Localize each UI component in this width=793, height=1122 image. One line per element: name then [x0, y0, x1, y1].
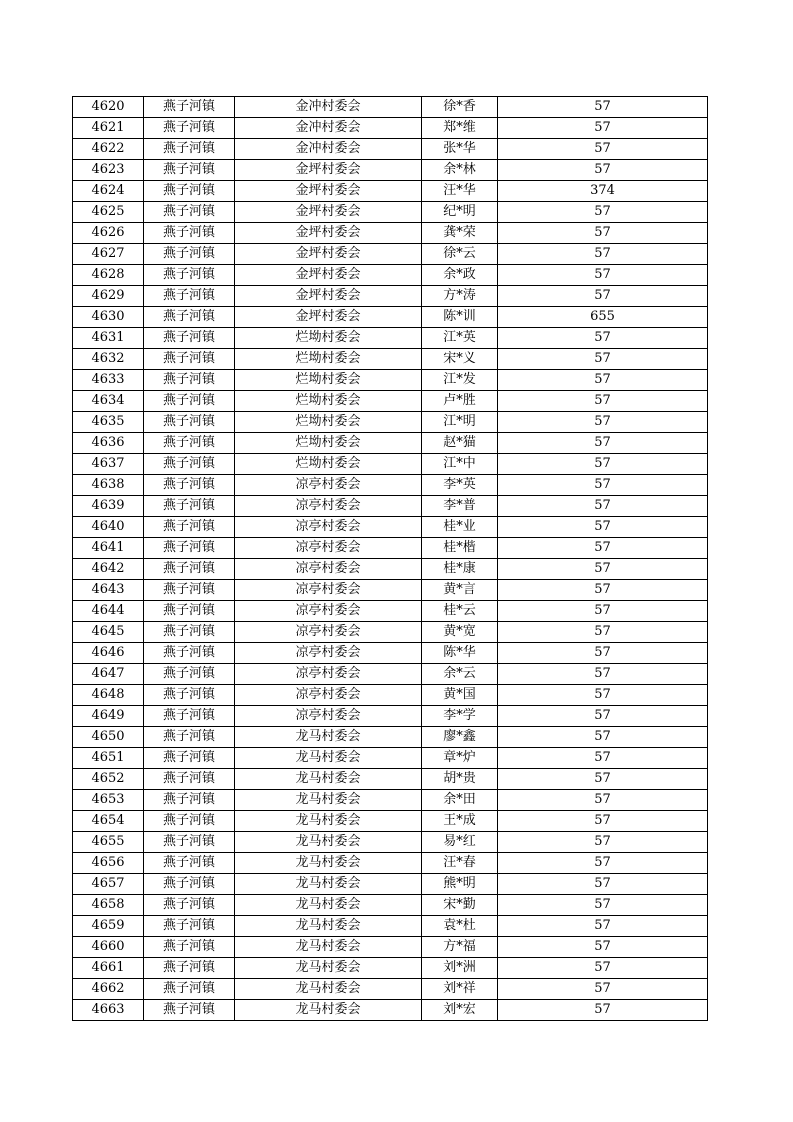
row-number-cell: 4663: [73, 1000, 144, 1021]
amount-cell: 57: [498, 580, 708, 601]
row-number-cell: 4623: [73, 160, 144, 181]
table-row: [73, 391, 708, 412]
town-cell: 燕子河镇: [144, 958, 235, 979]
village-committee-cell: 金冲村委会: [235, 97, 422, 118]
name-cell: 余*林: [422, 160, 498, 181]
table-row: [73, 286, 708, 307]
row-number-cell: 4632: [73, 349, 144, 370]
village-committee-cell: 凉亭村委会: [235, 538, 422, 559]
village-committee-cell: 金冲村委会: [235, 139, 422, 160]
row-number-cell: 4633: [73, 370, 144, 391]
row-number-cell: 4647: [73, 664, 144, 685]
name-cell: 黄*宽: [422, 622, 498, 643]
row-number-cell: 4627: [73, 244, 144, 265]
town-cell: 燕子河镇: [144, 895, 235, 916]
town-cell: 燕子河镇: [144, 244, 235, 265]
row-number-cell: 4636: [73, 433, 144, 454]
table-row: [73, 790, 708, 811]
amount-cell: 57: [498, 349, 708, 370]
row-number-cell: 4629: [73, 286, 144, 307]
table-row: [73, 538, 708, 559]
name-cell: 桂*云: [422, 601, 498, 622]
name-cell: 刘*宏: [422, 1000, 498, 1021]
town-cell: 燕子河镇: [144, 622, 235, 643]
village-committee-cell: 龙马村委会: [235, 937, 422, 958]
amount-cell: 57: [498, 916, 708, 937]
town-cell: 燕子河镇: [144, 517, 235, 538]
village-committee-cell: 凉亭村委会: [235, 601, 422, 622]
row-number-cell: 4637: [73, 454, 144, 475]
village-committee-cell: 烂坳村委会: [235, 349, 422, 370]
table-row: [73, 979, 708, 1000]
table-row: [73, 496, 708, 517]
table-row: [73, 1000, 708, 1021]
town-cell: 燕子河镇: [144, 769, 235, 790]
amount-cell: 57: [498, 832, 708, 853]
row-number-cell: 4656: [73, 853, 144, 874]
village-committee-cell: 金坪村委会: [235, 181, 422, 202]
town-cell: 燕子河镇: [144, 202, 235, 223]
amount-cell: 57: [498, 244, 708, 265]
row-number-cell: 4643: [73, 580, 144, 601]
village-committee-cell: 龙马村委会: [235, 853, 422, 874]
name-cell: 桂*康: [422, 559, 498, 580]
table-row: [73, 475, 708, 496]
name-cell: 郑*维: [422, 118, 498, 139]
table-row: [73, 139, 708, 160]
subsidy-table: [72, 96, 708, 1021]
name-cell: 汪*春: [422, 853, 498, 874]
row-number-cell: 4622: [73, 139, 144, 160]
amount-cell: 57: [498, 895, 708, 916]
table-row: [73, 223, 708, 244]
table-row: [73, 580, 708, 601]
table-row: [73, 643, 708, 664]
village-committee-cell: 凉亭村委会: [235, 517, 422, 538]
row-number-cell: 4653: [73, 790, 144, 811]
town-cell: 燕子河镇: [144, 286, 235, 307]
town-cell: 燕子河镇: [144, 1000, 235, 1021]
town-cell: 燕子河镇: [144, 790, 235, 811]
village-committee-cell: 烂坳村委会: [235, 370, 422, 391]
village-committee-cell: 凉亭村委会: [235, 475, 422, 496]
table-row: [73, 370, 708, 391]
village-committee-cell: 金坪村委会: [235, 286, 422, 307]
amount-cell: 57: [498, 748, 708, 769]
row-number-cell: 4645: [73, 622, 144, 643]
name-cell: 黄*言: [422, 580, 498, 601]
row-number-cell: 4620: [73, 97, 144, 118]
row-number-cell: 4635: [73, 412, 144, 433]
amount-cell: 57: [498, 265, 708, 286]
village-committee-cell: 凉亭村委会: [235, 685, 422, 706]
amount-cell: 57: [498, 853, 708, 874]
table-row: [73, 811, 708, 832]
amount-cell: 57: [498, 412, 708, 433]
name-cell: 李*学: [422, 706, 498, 727]
name-cell: 刘*祥: [422, 979, 498, 1000]
table-row: [73, 244, 708, 265]
table-body: [73, 97, 708, 1021]
amount-cell: 57: [498, 538, 708, 559]
row-number-cell: 4634: [73, 391, 144, 412]
table-row: [73, 517, 708, 538]
table-row: [73, 97, 708, 118]
name-cell: 李*普: [422, 496, 498, 517]
town-cell: 燕子河镇: [144, 811, 235, 832]
town-cell: 燕子河镇: [144, 370, 235, 391]
town-cell: 燕子河镇: [144, 916, 235, 937]
amount-cell: 374: [498, 181, 708, 202]
table-row: [73, 916, 708, 937]
amount-cell: 57: [498, 328, 708, 349]
table-row: [73, 412, 708, 433]
name-cell: 宋*义: [422, 349, 498, 370]
amount-cell: 57: [498, 643, 708, 664]
village-committee-cell: 凉亭村委会: [235, 559, 422, 580]
village-committee-cell: 凉亭村委会: [235, 622, 422, 643]
table-row: [73, 958, 708, 979]
row-number-cell: 4660: [73, 937, 144, 958]
row-number-cell: 4625: [73, 202, 144, 223]
amount-cell: 57: [498, 223, 708, 244]
town-cell: 燕子河镇: [144, 979, 235, 1000]
town-cell: 燕子河镇: [144, 181, 235, 202]
name-cell: 桂*楷: [422, 538, 498, 559]
row-number-cell: 4652: [73, 769, 144, 790]
amount-cell: 57: [498, 97, 708, 118]
town-cell: 燕子河镇: [144, 727, 235, 748]
amount-cell: 655: [498, 307, 708, 328]
row-number-cell: 4657: [73, 874, 144, 895]
village-committee-cell: 烂坳村委会: [235, 454, 422, 475]
name-cell: 余*政: [422, 265, 498, 286]
table-row: [73, 349, 708, 370]
row-number-cell: 4639: [73, 496, 144, 517]
town-cell: 燕子河镇: [144, 496, 235, 517]
amount-cell: 57: [498, 118, 708, 139]
row-number-cell: 4644: [73, 601, 144, 622]
row-number-cell: 4649: [73, 706, 144, 727]
town-cell: 燕子河镇: [144, 538, 235, 559]
name-cell: 卢*胜: [422, 391, 498, 412]
village-committee-cell: 龙马村委会: [235, 727, 422, 748]
name-cell: 汪*华: [422, 181, 498, 202]
amount-cell: 57: [498, 370, 708, 391]
village-committee-cell: 龙马村委会: [235, 769, 422, 790]
row-number-cell: 4646: [73, 643, 144, 664]
row-number-cell: 4650: [73, 727, 144, 748]
table-row: [73, 202, 708, 223]
amount-cell: 57: [498, 811, 708, 832]
table-row: [73, 727, 708, 748]
town-cell: 燕子河镇: [144, 349, 235, 370]
village-committee-cell: 凉亭村委会: [235, 580, 422, 601]
village-committee-cell: 龙马村委会: [235, 790, 422, 811]
table-row: [73, 664, 708, 685]
village-committee-cell: 龙马村委会: [235, 832, 422, 853]
town-cell: 燕子河镇: [144, 160, 235, 181]
table-row: [73, 328, 708, 349]
table-row: [73, 874, 708, 895]
amount-cell: 57: [498, 622, 708, 643]
name-cell: 刘*洲: [422, 958, 498, 979]
amount-cell: 57: [498, 958, 708, 979]
village-committee-cell: 龙马村委会: [235, 916, 422, 937]
row-number-cell: 4651: [73, 748, 144, 769]
name-cell: 江*英: [422, 328, 498, 349]
row-number-cell: 4624: [73, 181, 144, 202]
name-cell: 赵*猫: [422, 433, 498, 454]
name-cell: 江*中: [422, 454, 498, 475]
town-cell: 燕子河镇: [144, 559, 235, 580]
name-cell: 徐*云: [422, 244, 498, 265]
town-cell: 燕子河镇: [144, 832, 235, 853]
table-row: [73, 559, 708, 580]
row-number-cell: 4648: [73, 685, 144, 706]
village-committee-cell: 龙马村委会: [235, 811, 422, 832]
name-cell: 李*英: [422, 475, 498, 496]
town-cell: 燕子河镇: [144, 118, 235, 139]
town-cell: 燕子河镇: [144, 328, 235, 349]
table-row: [73, 853, 708, 874]
name-cell: 龚*荣: [422, 223, 498, 244]
name-cell: 宋*勤: [422, 895, 498, 916]
amount-cell: 57: [498, 769, 708, 790]
table-row: [73, 181, 708, 202]
table-row: [73, 937, 708, 958]
village-committee-cell: 凉亭村委会: [235, 496, 422, 517]
table-row: [73, 433, 708, 454]
town-cell: 燕子河镇: [144, 412, 235, 433]
name-cell: 张*华: [422, 139, 498, 160]
row-number-cell: 4661: [73, 958, 144, 979]
amount-cell: 57: [498, 454, 708, 475]
town-cell: 燕子河镇: [144, 937, 235, 958]
amount-cell: 57: [498, 937, 708, 958]
village-committee-cell: 龙马村委会: [235, 748, 422, 769]
village-committee-cell: 烂坳村委会: [235, 433, 422, 454]
name-cell: 易*红: [422, 832, 498, 853]
table-row: [73, 832, 708, 853]
table-row: [73, 748, 708, 769]
row-number-cell: 4654: [73, 811, 144, 832]
town-cell: 燕子河镇: [144, 433, 235, 454]
amount-cell: 57: [498, 475, 708, 496]
amount-cell: 57: [498, 496, 708, 517]
town-cell: 燕子河镇: [144, 643, 235, 664]
table-row: [73, 160, 708, 181]
town-cell: 燕子河镇: [144, 307, 235, 328]
amount-cell: 57: [498, 433, 708, 454]
row-number-cell: 4630: [73, 307, 144, 328]
village-committee-cell: 龙马村委会: [235, 874, 422, 895]
town-cell: 燕子河镇: [144, 454, 235, 475]
amount-cell: 57: [498, 727, 708, 748]
village-committee-cell: 烂坳村委会: [235, 328, 422, 349]
name-cell: 江*发: [422, 370, 498, 391]
amount-cell: 57: [498, 601, 708, 622]
town-cell: 燕子河镇: [144, 391, 235, 412]
town-cell: 燕子河镇: [144, 664, 235, 685]
village-committee-cell: 龙马村委会: [235, 979, 422, 1000]
amount-cell: 57: [498, 559, 708, 580]
name-cell: 纪*明: [422, 202, 498, 223]
amount-cell: 57: [498, 202, 708, 223]
name-cell: 廖*鑫: [422, 727, 498, 748]
name-cell: 陈*训: [422, 307, 498, 328]
amount-cell: 57: [498, 790, 708, 811]
town-cell: 燕子河镇: [144, 874, 235, 895]
name-cell: 陈*华: [422, 643, 498, 664]
name-cell: 王*成: [422, 811, 498, 832]
amount-cell: 57: [498, 706, 708, 727]
table-row: [73, 601, 708, 622]
village-committee-cell: 金冲村委会: [235, 118, 422, 139]
name-cell: 胡*贵: [422, 769, 498, 790]
village-committee-cell: 金坪村委会: [235, 307, 422, 328]
amount-cell: 57: [498, 139, 708, 160]
row-number-cell: 4638: [73, 475, 144, 496]
town-cell: 燕子河镇: [144, 475, 235, 496]
town-cell: 燕子河镇: [144, 685, 235, 706]
village-committee-cell: 烂坳村委会: [235, 391, 422, 412]
name-cell: 余*田: [422, 790, 498, 811]
table-row: [73, 118, 708, 139]
town-cell: 燕子河镇: [144, 853, 235, 874]
table-row: [73, 454, 708, 475]
row-number-cell: 4631: [73, 328, 144, 349]
town-cell: 燕子河镇: [144, 748, 235, 769]
name-cell: 黄*国: [422, 685, 498, 706]
row-number-cell: 4655: [73, 832, 144, 853]
row-number-cell: 4642: [73, 559, 144, 580]
amount-cell: 57: [498, 979, 708, 1000]
table-row: [73, 706, 708, 727]
row-number-cell: 4641: [73, 538, 144, 559]
village-committee-cell: 金坪村委会: [235, 223, 422, 244]
town-cell: 燕子河镇: [144, 706, 235, 727]
name-cell: 徐*香: [422, 97, 498, 118]
row-number-cell: 4628: [73, 265, 144, 286]
amount-cell: 57: [498, 286, 708, 307]
amount-cell: 57: [498, 874, 708, 895]
town-cell: 燕子河镇: [144, 139, 235, 160]
amount-cell: 57: [498, 664, 708, 685]
village-committee-cell: 龙马村委会: [235, 895, 422, 916]
amount-cell: 57: [498, 517, 708, 538]
name-cell: 桂*业: [422, 517, 498, 538]
amount-cell: 57: [498, 685, 708, 706]
name-cell: 方*涛: [422, 286, 498, 307]
village-committee-cell: 金坪村委会: [235, 244, 422, 265]
table-row: [73, 307, 708, 328]
village-committee-cell: 龙马村委会: [235, 1000, 422, 1021]
amount-cell: 57: [498, 1000, 708, 1021]
name-cell: 江*明: [422, 412, 498, 433]
row-number-cell: 4626: [73, 223, 144, 244]
table-row: [73, 622, 708, 643]
town-cell: 燕子河镇: [144, 97, 235, 118]
row-number-cell: 4640: [73, 517, 144, 538]
table-row: [73, 685, 708, 706]
town-cell: 燕子河镇: [144, 265, 235, 286]
town-cell: 燕子河镇: [144, 223, 235, 244]
amount-cell: 57: [498, 391, 708, 412]
village-committee-cell: 龙马村委会: [235, 958, 422, 979]
table-row: [73, 265, 708, 286]
village-committee-cell: 金坪村委会: [235, 265, 422, 286]
town-cell: 燕子河镇: [144, 601, 235, 622]
town-cell: 燕子河镇: [144, 580, 235, 601]
name-cell: 熊*明: [422, 874, 498, 895]
row-number-cell: 4621: [73, 118, 144, 139]
row-number-cell: 4658: [73, 895, 144, 916]
row-number-cell: 4662: [73, 979, 144, 1000]
name-cell: 方*福: [422, 937, 498, 958]
name-cell: 余*云: [422, 664, 498, 685]
village-committee-cell: 烂坳村委会: [235, 412, 422, 433]
table-row: [73, 895, 708, 916]
village-committee-cell: 金坪村委会: [235, 202, 422, 223]
amount-cell: 57: [498, 160, 708, 181]
village-committee-cell: 凉亭村委会: [235, 643, 422, 664]
name-cell: 章*炉: [422, 748, 498, 769]
name-cell: 袁*杜: [422, 916, 498, 937]
row-number-cell: 4659: [73, 916, 144, 937]
village-committee-cell: 凉亭村委会: [235, 664, 422, 685]
village-committee-cell: 凉亭村委会: [235, 706, 422, 727]
table-row: [73, 769, 708, 790]
village-committee-cell: 金坪村委会: [235, 160, 422, 181]
